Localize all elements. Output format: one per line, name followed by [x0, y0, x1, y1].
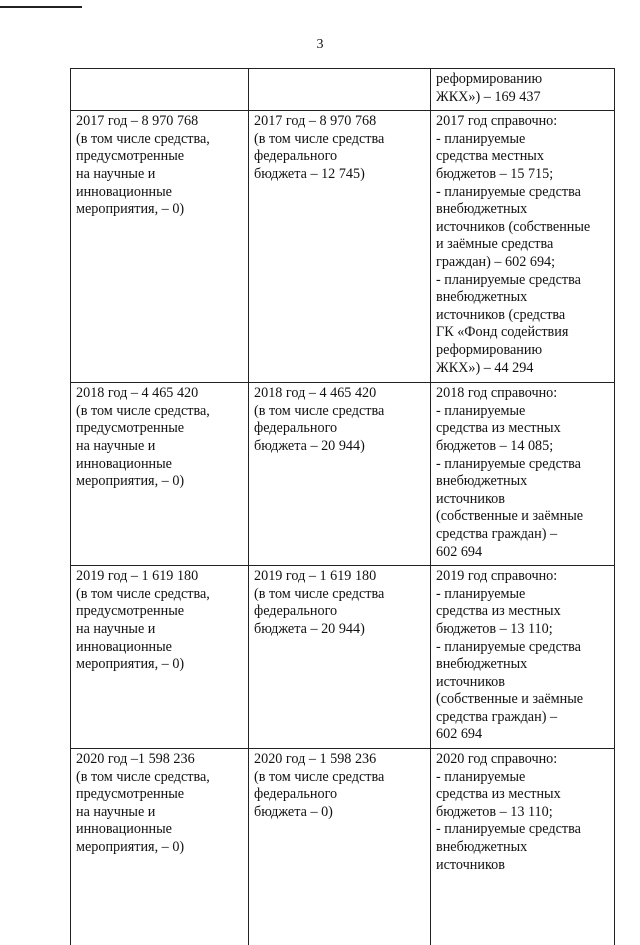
table-cell-reference: 2017 год справочно: - планируемые средства местных бюджетов – 15 715; - планируемые средства внебюджетных источников (собственные и заёмные средства граждан) – 602 694; - планируемые средства внебюджетных источников (средства ГК «Фонд содействия реформированию ЖКХ») – 44 294 [431, 111, 615, 383]
page-number: 3 [316, 37, 324, 52]
table-cell-total [71, 69, 249, 111]
table-cell-federal: 2020 год – 1 598 236 (в том числе средства федерального бюджета – 0) [249, 749, 431, 945]
corner-rule [0, 0, 82, 8]
table-cell-federal [249, 69, 431, 111]
table-row [71, 566, 615, 749]
table-cell-total: 2017 год – 8 970 768 (в том числе средства, предусмотренные на научные и инновационные мероприятия, – 0) [71, 111, 249, 383]
table-row [71, 111, 615, 383]
table-cell-reference: 2018 год справочно: - планируемые средства из местных бюджетов – 14 085; - планируемые средства внебюджетных источников (собственные и заёмные средства граждан) – 602 694 [431, 383, 615, 566]
table-cell-federal: 2019 год – 1 619 180 (в том числе средства федерального бюджета – 20 944) [249, 566, 431, 749]
table-row [71, 383, 615, 566]
table-row [71, 69, 615, 111]
table-cell-reference: реформированию ЖКХ») – 169 437 [431, 69, 615, 111]
table-cell-total: 2020 год –1 598 236 (в том числе средства, предусмотренные на научные и инновационные мероприятия, – 0) [71, 749, 249, 945]
table-cell-reference: 2020 год справочно: - планируемые средства из местных бюджетов – 13 110; - планируемые средства внебюджетных источников [431, 749, 615, 945]
table-row [71, 749, 615, 945]
table-cell-total: 2019 год – 1 619 180 (в том числе средства, предусмотренные на научные и инновационные мероприятия, – 0) [71, 566, 249, 749]
table-cell-reference: 2019 год справочно: - планируемые средства из местных бюджетов – 13 110; - планируемые средства внебюджетных источников (собственные и заёмные средства граждан) – 602 694 [431, 566, 615, 749]
table-cell-federal: 2018 год – 4 465 420 (в том числе средства федерального бюджета – 20 944) [249, 383, 431, 566]
budget-table [70, 68, 615, 945]
table-cell-federal: 2017 год – 8 970 768 (в том числе средства федерального бюджета – 12 745) [249, 111, 431, 383]
table-cell-total: 2018 год – 4 465 420 (в том числе средства, предусмотренные на научные и инновационные мероприятия, – 0) [71, 383, 249, 566]
